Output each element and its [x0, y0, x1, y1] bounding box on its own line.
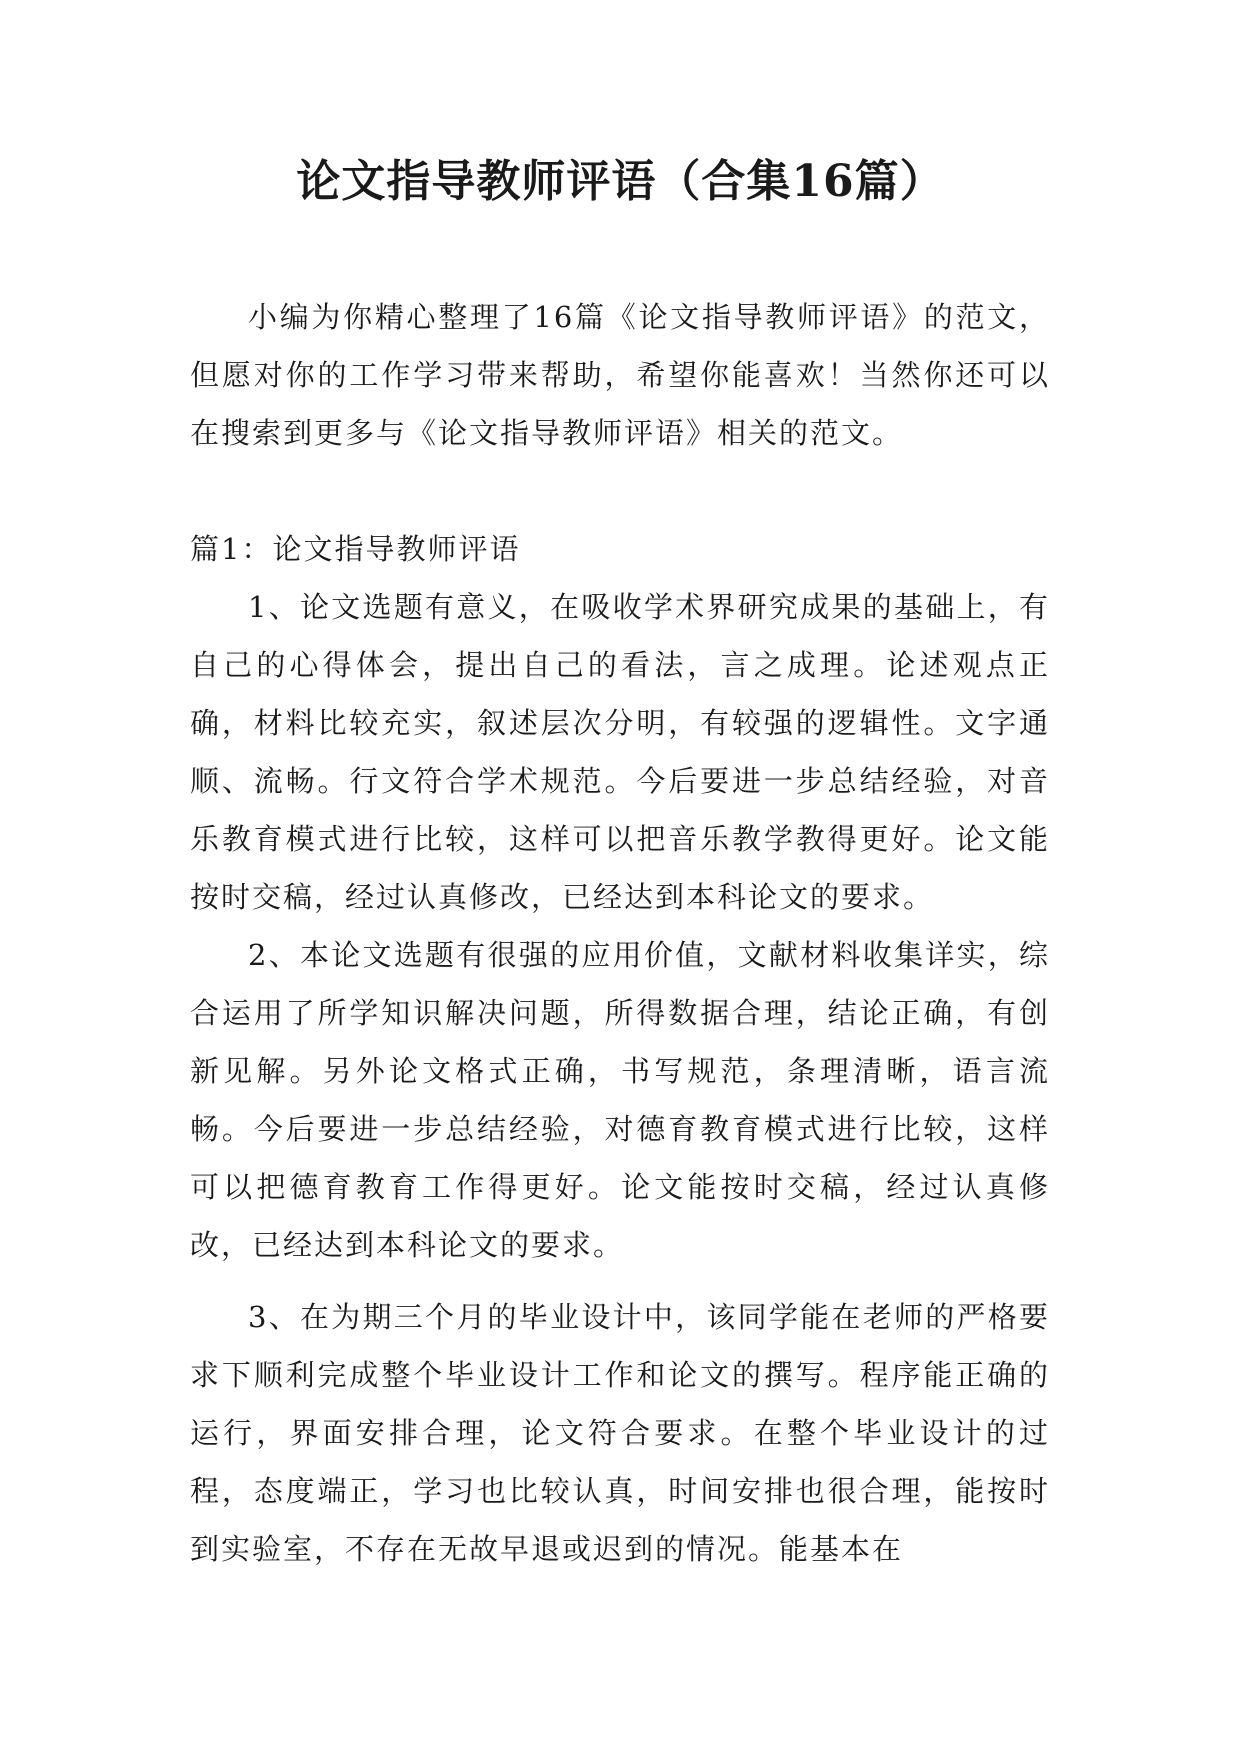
section-paragraph-1: 1、论文选题有意义，在吸收学术界研究成果的基础上，有自己的心得体会，提出自己的看法，言之成理。论述观点正确，材料比较充实，叙述层次分明，有较强的逻辑性。文字通顺、流畅。行文符合学术规范。今后要进一步总结经验，对音乐教育模式进行比较，这样可以把音乐教学教得更好。论文能按时交稿，经过认真修改，已经达到本科论文的要求。 [190, 590, 1050, 914]
section-paragraph-2: 2、本论文选题有很强的应用价值，文献材料收集详实，综合运用了所学知识解决问题，所得数据合理，结论正确，有创新见解。另外论文格式正确，书写规范，条理清晰，语言流畅。今后要进一步总结经验，对德育教育模式进行比较，这样可以把德育教育工作得更好。论文能按时交稿，经过认真修改，已经达到本科论文的要求。 [190, 938, 1050, 1262]
section-heading: 篇1：论文指导教师评语 [190, 532, 521, 566]
intro-paragraph: 小编为你精心整理了16篇《论文指导教师评语》的范文，但愿对你的工作学习带来帮助，希望你能喜欢！当然你还可以在搜索到更多与《论文指导教师评语》相关的范文。 [190, 300, 1050, 450]
section-paragraph-3: 3、在为期三个月的毕业设计中，该同学能在老师的严格要求下顺利完成整个毕业设计工作和论文的撰写。程序能正确的运行，界面安排合理，论文符合要求。在整个毕业设计的过程，态度端正，学习也比较认真，时间安排也很合理，能按时到实验室，不存在无故早退或迟到的情况。能基本在 [190, 1300, 1050, 1566]
intro-block [190, 288, 1050, 462]
paragraph-spacer [190, 1274, 1050, 1288]
document-title: 论文指导教师评语（合集16篇） [296, 156, 945, 207]
section-1 [190, 520, 1050, 1578]
